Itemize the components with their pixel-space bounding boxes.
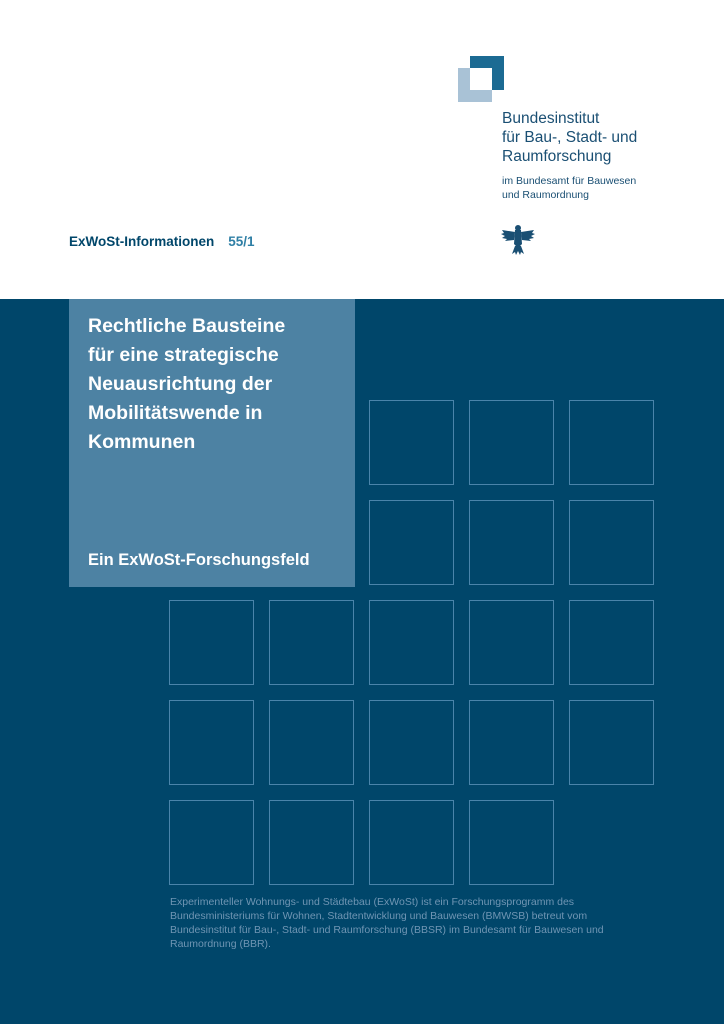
- decorative-square: [169, 700, 254, 785]
- decorative-square: [469, 700, 554, 785]
- decorative-square: [269, 800, 354, 885]
- decorative-square: [469, 400, 554, 485]
- decorative-square: [469, 800, 554, 885]
- institute-subtitle: [502, 174, 637, 202]
- program-description: Experimenteller Wohnungs- und Städtebau (ExWoSt) ist ein Forschungsprogramm des Bundesministeriums für Wohnen, Stadtentwicklung und Bauwesen (BMWSB) betreut vom Bundesinstitut für Bau-, Stadt- und Raumforschung (BBSR) im Bundesamt für Bauwesen und Raumordnung (BBR).: [170, 896, 604, 950]
- decorative-square: [569, 600, 654, 685]
- institute-block: [502, 109, 637, 202]
- title-line: für eine strategische: [88, 344, 279, 366]
- decorative-square: [569, 400, 654, 485]
- decorative-square: [169, 800, 254, 885]
- title-line: Neuausrichtung der: [88, 373, 273, 395]
- decorative-square: [569, 500, 654, 585]
- title-box: [69, 299, 355, 587]
- decorative-square: [369, 700, 454, 785]
- decorative-square: [469, 600, 554, 685]
- series-label: [69, 234, 255, 249]
- decorative-square: [369, 800, 454, 885]
- decorative-square: [369, 400, 454, 485]
- series-name: ExWoSt-Informationen: [69, 234, 215, 249]
- institute-name-line: Bundesinstitut: [502, 110, 600, 127]
- title-line: Rechtliche Bausteine: [88, 315, 286, 337]
- decorative-square: [169, 600, 254, 685]
- institute-sub-line: im Bundesamt für Bauwesen: [502, 175, 637, 187]
- institute-sub-line: und Raumordnung: [502, 189, 589, 201]
- institute-name: [502, 109, 637, 166]
- logo-square-white: [470, 68, 492, 90]
- institute-name-line: für Bau-, Stadt- und: [502, 129, 638, 146]
- publication-title: [88, 312, 343, 457]
- decorative-square: [269, 700, 354, 785]
- federal-eagle-icon: [500, 222, 536, 258]
- decorative-square: [369, 600, 454, 685]
- bbsr-logo-icon: [458, 56, 504, 102]
- decorative-square: [569, 700, 654, 785]
- institute-name-line: Raumforschung: [502, 148, 612, 165]
- title-line: Kommunen: [88, 431, 196, 453]
- decorative-square: [269, 600, 354, 685]
- title-line: Mobilitätswende in: [88, 402, 263, 424]
- decorative-square: [469, 500, 554, 585]
- series-issue: 55/1: [228, 234, 255, 249]
- publication-subtitle: Ein ExWoSt-Forschungsfeld: [88, 551, 310, 569]
- decorative-square: [369, 500, 454, 585]
